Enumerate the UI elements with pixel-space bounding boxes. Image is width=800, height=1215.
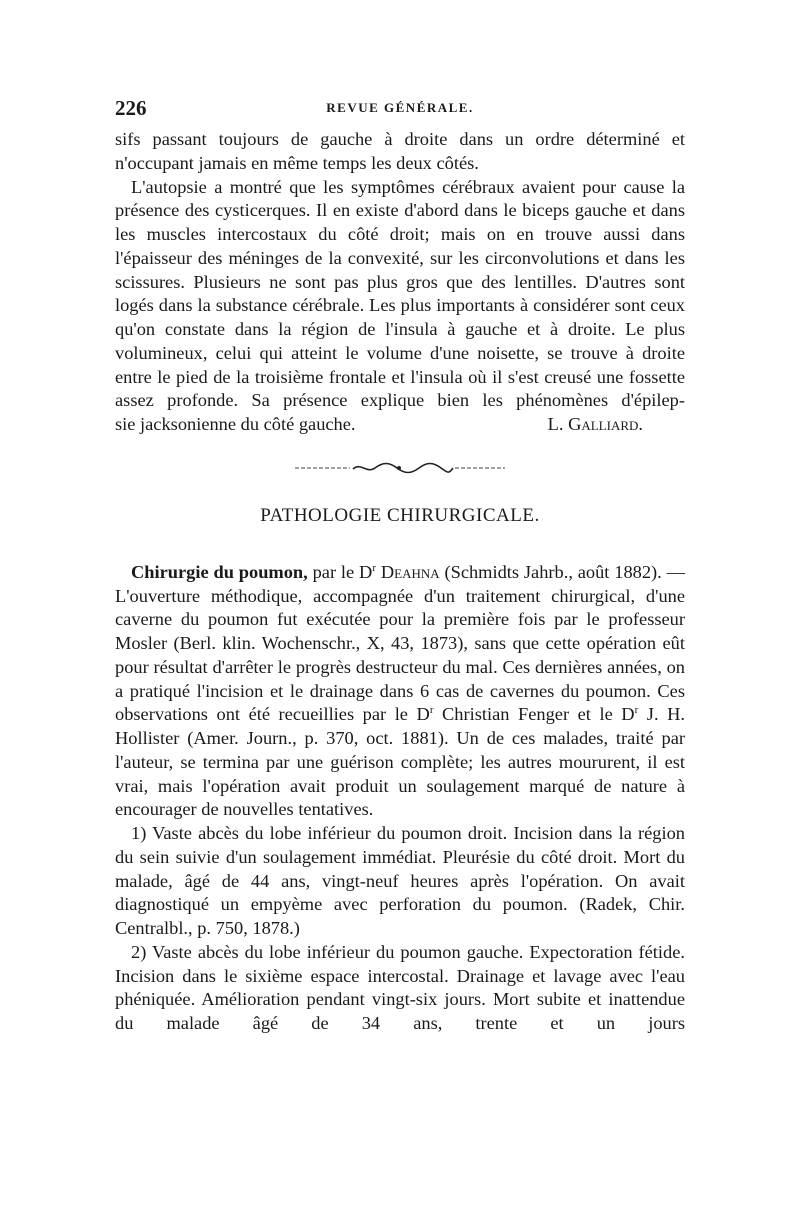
section-title: PATHOLOGIE CHIRURGICALE.: [260, 504, 540, 526]
signature-line: [115, 413, 685, 437]
author-signature: L. Galliard.: [547, 414, 643, 434]
page-header: [115, 96, 685, 122]
page: [115, 96, 685, 1036]
article-intro-text: (Schmidts Jahrb., août 1882). — L'ouverture méthodique, accompagnée d'un traitement chirurgical, d'une caverne du poumon fut exécutée pour la première fois par le professeur Mosler (Berl. klin. Wochenschr., X, 43, 1873), sans que cette opération eût pour résultat d'arrêter le progrès destructeur du mal. Ces dernières années, on a pratiqué l'incision et le drainage dans 6 cas de cavernes du poumon. Ces observations ont été recueillies par le D: [115, 561, 685, 725]
running-title: REVUE GÉNÉRALE.: [326, 100, 474, 115]
case-2-paragraph: 2) Vaste abcès du lobe inférieur du poumon gauche. Expectoration fétide. Incision dans le sixième espace intercostal. Drainage et lavage avec l'eau phéniquée. Amélioration pendant vingt-six jours. Mort subite et inattendue du malade âgé de 34 ans, trente et un jours: [115, 941, 685, 1033]
case-1-paragraph: 1) Vaste abcès du lobe inférieur du poumon droit. Incision dans la région du sein suivie d'un soulagement immédiat. Pleurésie du côté droit. Mort du malade, âgé de 44 ans, vingt-neuf heures après l'opération. On avait diagnostiqué un empyème avec perforation du poumon. (Radek, Chir. Centralbl., p. 750, 1878.): [115, 823, 685, 938]
page-number: 226: [115, 96, 147, 120]
article-intro-paragraph: [115, 561, 685, 822]
doctor-abbrev-sup: r: [372, 561, 376, 574]
previous-article-paragraph-1: sifs passant toujours de gauche à droite dans un ordre déterminé et n'occupant jamais en même temps les deux côtés.: [115, 129, 685, 173]
doctor-abbrev-sup-3: r: [634, 704, 639, 717]
decorative-separator: [115, 457, 685, 479]
article-author: Deahna: [380, 561, 440, 582]
article-intro-text-3: J. H. Hollister (Amer. Journ., p. 370, oct. 1881). Un de ces malades, traité par l'auteur, se termina par une guérison complète; les autres moururent, il est vrai, mais l'opération avait produit un soulagement marqué de nature à encourager de nouvelles tentatives.: [115, 704, 685, 820]
ornament-flourish-icon: [295, 462, 505, 474]
previous-article-closing-line: sie jacksonienne du côté gauche.: [115, 414, 356, 434]
previous-article-paragraph-2: L'autopsie a montré que les symptômes cérébraux avaient pour cause la présence des cysticerques. Il en existe d'abord dans le biceps gauche et dans les muscles intercostaux du côté droit; mais on en trouve aussi dans l'épaisseur des méninges de la convexité, sur les circonvolutions et dans les scissures. Plusieurs ne sont pas plus gros que des lentilles. D'autres sont logés dans la substance cérébrale. Les plus importants à considérer sont ceux qu'on constate dans la région de l'insula à gauche et à droite. Le plus volumineux, celui qui atteint le volume d'une noisette, se trouve à droite entre le pied de la troisième frontale et l'insula où il s'est creusé une fossette assez profonde. Sa présence explique bien les phénomènes d'épilep-: [115, 176, 685, 411]
doctor-abbrev-sup-2: r: [429, 704, 434, 717]
article-lead-title: Chirurgie du poumon,: [131, 561, 308, 582]
article-lead-by: par le D: [312, 561, 373, 582]
article-intro-text-2: Christian Fenger et le D: [433, 704, 635, 725]
